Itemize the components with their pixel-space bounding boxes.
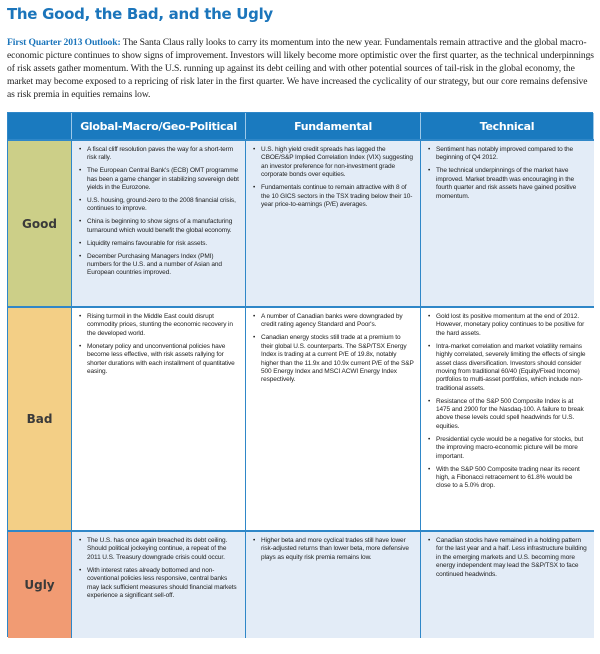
list-item [427, 398, 588, 432]
column-header-fundamental: Fundamental [246, 113, 421, 139]
row-label-good: Good [8, 139, 72, 306]
cell-ugly-fundamental [246, 530, 421, 638]
bullet-list [427, 313, 588, 491]
bullet-icon: • [253, 334, 256, 342]
outlook-paragraph [7, 36, 595, 101]
list-item [78, 253, 239, 278]
list-item-text: Presidential cycle would be a negative for stocks, but the improving macro-economic picture will be more important. [436, 435, 584, 460]
list-item-text: Rising turmoil in the Middle East could disrupt commodity prices, stunting the economic recovery in the developed world. [87, 313, 233, 337]
bullet-icon: • [428, 397, 431, 405]
list-item-text: Intra-market correlation and market volatility remains highly correlated, severely limiting the effects of single asset class diversification. Investors should consider moving from traditional 60/40 (Equity/Fixed Income) portfolios to multi-asset portfolios, which include non-traditional assets. [436, 342, 586, 392]
bullet-icon: • [428, 537, 431, 544]
list-item-text: With the S&P 500 Composite trading near its recent high, a Fibonacci retracement to 61.8% would be close to a 5.0% drop. [436, 465, 580, 490]
bullet-icon: • [253, 146, 256, 153]
list-item [78, 567, 239, 601]
list-item-text: The U.S. has once again breached its debt ceiling. Should political jockeying continue, a repeat of the 2011 U.S. Treasury downgrade crisis could occur. [87, 537, 228, 561]
list-item [427, 146, 588, 163]
list-item-text: U.S. high yield credit spreads has lagged the CBOE/S&P Implied Correlation Index (VIX) suggesting an investor preference for non-investment grade corporate bonds over equities. [261, 146, 413, 179]
bullet-icon: • [428, 146, 431, 153]
bullet-icon: • [79, 167, 82, 175]
list-item [78, 167, 239, 192]
list-item [427, 167, 588, 201]
bullet-icon: • [253, 313, 256, 320]
list-item-text: Fundamentals continue to remain attractive with 8 of the 10 GICS sectors in the TSX trading below their 10-year price-to-earnings (P/E) averages. [261, 184, 413, 208]
row-label-bad: Bad [8, 306, 72, 530]
list-item-text: Gold lost its positive momentum at the end of 2012. However, monetary policy continues to be positive for the hard assets. [436, 313, 585, 337]
list-item-text: The technical underpinnings of the market have improved. Market breadth was encouraging in the fourth quarter and risk assets have gained positive momentum. [436, 167, 577, 200]
bullet-icon: • [79, 313, 82, 320]
column-header-global-macro: Global-Macro/Geo-Political [72, 113, 246, 139]
list-item [252, 334, 414, 384]
cell-ugly-technical [421, 530, 594, 638]
bullet-icon: • [79, 537, 82, 544]
cell-bad-fundamental [246, 306, 421, 530]
list-item [427, 343, 588, 393]
list-item [252, 184, 414, 209]
bullet-list [78, 146, 239, 278]
outlook-text: The Santa Claus rally looks to carry its momentum into the new year. Fundamentals remain attractive and the global macro-economic picture continues to show signs of improvement. Investors will likely become more optimistic over the first quarter, as the technical underpinnings of risk assets gather momentum. With the U.S. running up against its debt ceiling and with other potential sources of tail-risk in the global economy, the market may become exposed to a repricing of risk later in the first quarter. We have increased the cyclicality of our strategy, but our core remains defensive as risk premia in equities remains low. [7, 37, 594, 100]
bullet-icon: • [428, 435, 431, 443]
column-header-technical: Technical [421, 113, 594, 139]
bullet-list [427, 537, 588, 579]
bullet-icon: • [79, 566, 82, 574]
bullet-icon: • [79, 252, 82, 260]
list-item [252, 537, 414, 562]
bullet-list [78, 537, 239, 600]
outlook-label: First Quarter 2013 Outlook: [7, 37, 121, 48]
list-item [78, 313, 239, 338]
cell-good-global-macro [72, 139, 246, 306]
list-item-text: A number of Canadian banks were downgraded by credit rating agency Standard and Poor's. [261, 313, 403, 329]
list-item [252, 313, 414, 330]
list-item [78, 197, 239, 214]
bullet-icon: • [428, 342, 431, 350]
list-item-text: China is beginning to show signs of a manufacturing turnaround which would benefit the global economy. [87, 218, 233, 234]
list-item-text: A fiscal cliff resolution paves the way for a short-term risk rally. [87, 146, 234, 162]
cell-good-technical [421, 139, 594, 306]
bullet-icon: • [253, 184, 256, 192]
list-item [78, 146, 239, 163]
list-item [78, 537, 239, 562]
bullet-icon: • [253, 537, 256, 544]
list-item-text: Resistance of the S&P 500 Composite Index is at 1475 and 2900 for the Nasdaq-100. A failure to break above these levels could spell headwinds for U.S. equities. [436, 397, 584, 430]
bullet-icon: • [79, 342, 82, 350]
list-item [427, 466, 588, 491]
bullet-icon: • [79, 239, 82, 247]
bullet-icon: • [79, 218, 82, 226]
header-corner [8, 113, 72, 139]
cell-bad-global-macro [72, 306, 246, 530]
cell-good-fundamental [246, 139, 421, 306]
cell-bad-technical [421, 306, 594, 530]
bullet-icon: • [428, 313, 431, 320]
bullet-list [252, 313, 414, 385]
page-title: The Good, the Bad, and the Ugly [7, 5, 273, 23]
list-item [427, 313, 588, 338]
list-item-text: The European Central Bank's (ECB) OMT programme has been a game changer in stabilizing sovereign debt yields in the Eurozone. [87, 167, 239, 192]
bullet-list [78, 313, 239, 376]
list-item [427, 537, 588, 579]
list-item-text: With interest rates already bottomed and non-coventional policies less responsive, central banks may lack sufficient measures should financial markets experience a significant sell-off. [87, 566, 237, 599]
list-item [78, 240, 239, 248]
bullet-icon: • [79, 146, 82, 153]
bullet-icon: • [428, 465, 431, 473]
list-item [427, 436, 588, 461]
list-item-text: U.S. housing, ground-zero to the 2008 financial crisis, continues to improve. [87, 197, 236, 213]
list-item-text: Higher beta and more cyclical trades still have lower risk-adjusted returns than lower beta, more defensive plays as equity risk premia remains low. [261, 537, 409, 561]
list-item [252, 146, 414, 180]
list-item-text: Liquidity remains favourable for risk assets. [87, 239, 208, 247]
cell-ugly-global-macro [72, 530, 246, 638]
list-item-text: Canadian stocks have remained in a holding pattern for the last year and a half. Less infrastructure building in the emerging markets and U.S. becoming more energy independent may lead the S&P/TSX to face continued headwinds. [436, 537, 587, 578]
list-item-text: Sentiment has notably improved compared to the beginning of Q4 2012. [436, 146, 574, 162]
bullet-icon: • [79, 197, 82, 205]
list-item-text: December Purchasing Managers Index (PMI) numbers for the U.S. and a number of Asian and European countries improved. [87, 252, 222, 277]
bullet-list [252, 146, 414, 209]
list-item [78, 218, 239, 235]
outlook-table [7, 112, 593, 637]
list-item-text: Canadian energy stocks still trade at a premium to their global U.S. counterparts. The S&P/TSX Energy Index is trading at a current P/E of 19.8x, notably higher than the 11.9x and 10.9x current P/E of the S&P 500 Energy Index and MSCI ACWI Energy Index respectively. [261, 334, 414, 384]
list-item-text: Monetary policy and unconventional policies have become less effective, with risk assets rallying for shorter durations with each installment of quantitative easing. [87, 342, 235, 375]
bullet-list [252, 537, 414, 562]
row-label-ugly: Ugly [8, 530, 72, 638]
list-item [78, 343, 239, 377]
bullet-icon: • [428, 167, 431, 175]
bullet-list [427, 146, 588, 201]
